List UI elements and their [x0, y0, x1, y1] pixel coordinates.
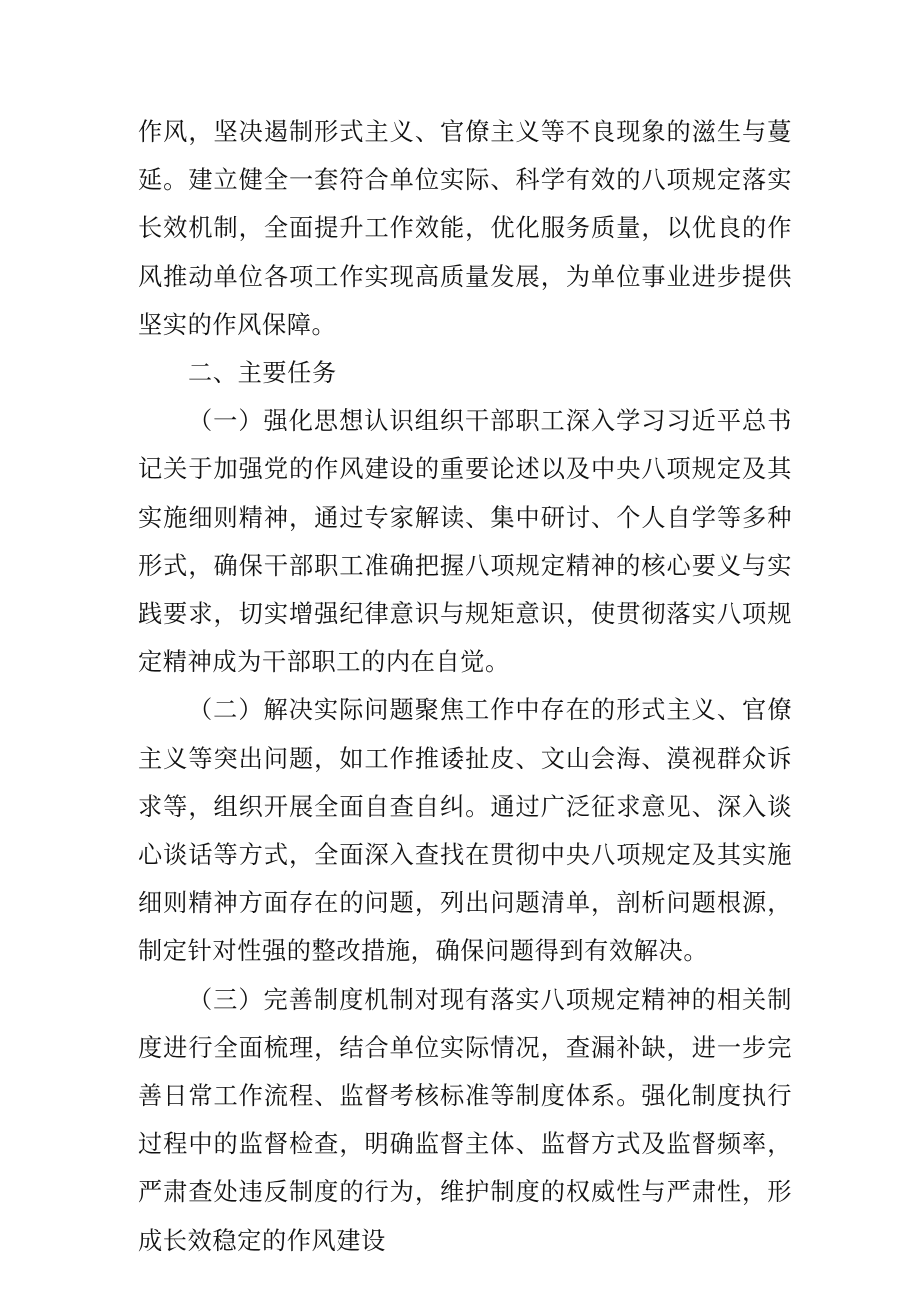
section-heading: 二、主要任务 [188, 359, 337, 388]
paragraph-task-2: （二）解决实际问题聚焦工作中存在的形式主义、官僚主义等突出问题，如工作推诿扯皮、文山会海、漠视群众诉求等，组织开展全面自查自纠。通过广泛征求意见、深入谈心谈话等方式，全面深入查找在贯彻中央八项规定及其实施细则精神方面存在的问题，列出问题清单，剖析问题根源，制定针对性强的整改措施，确保问题得到有效解决。 [138, 696, 792, 966]
paragraph-task-3: （三）完善制度机制对现有落实八项规定精神的相关制度进行全面梳理，结合单位实际情况，查漏补缺，进一步完善日常工作流程、监督考核标准等制度体系。强化制度执行过程中的监督检查，明确监督主体、监督方式及监督频率，严肃查处违反制度的行为，维护制度的权威性与严肃性，形成长效稳定的作风建设 [138, 985, 792, 1255]
document-body [138, 108, 792, 1265]
paragraph-continuation: 作风，坚决遏制形式主义、官僚主义等不良现象的滋生与蔓延。建立健全一套符合单位实际、科学有效的八项规定落实长效机制，全面提升工作效能，优化服务质量，以优良的作风推动单位各项工作实现高质量发展，为单位事业进步提供坚实的作风保障。 [138, 118, 792, 339]
paragraph-task-1: （一）强化思想认识组织干部职工深入学习习近平总书记关于加强党的作风建设的重要论述以及中央八项规定及其实施细则精神，通过专家解读、集中研讨、个人自学等多种形式，确保干部职工准确把握八项规定精神的核心要义与实践要求，切实增强纪律意识与规矩意识，使贯彻落实八项规定精神成为干部职工的内在自觉。 [138, 407, 792, 677]
